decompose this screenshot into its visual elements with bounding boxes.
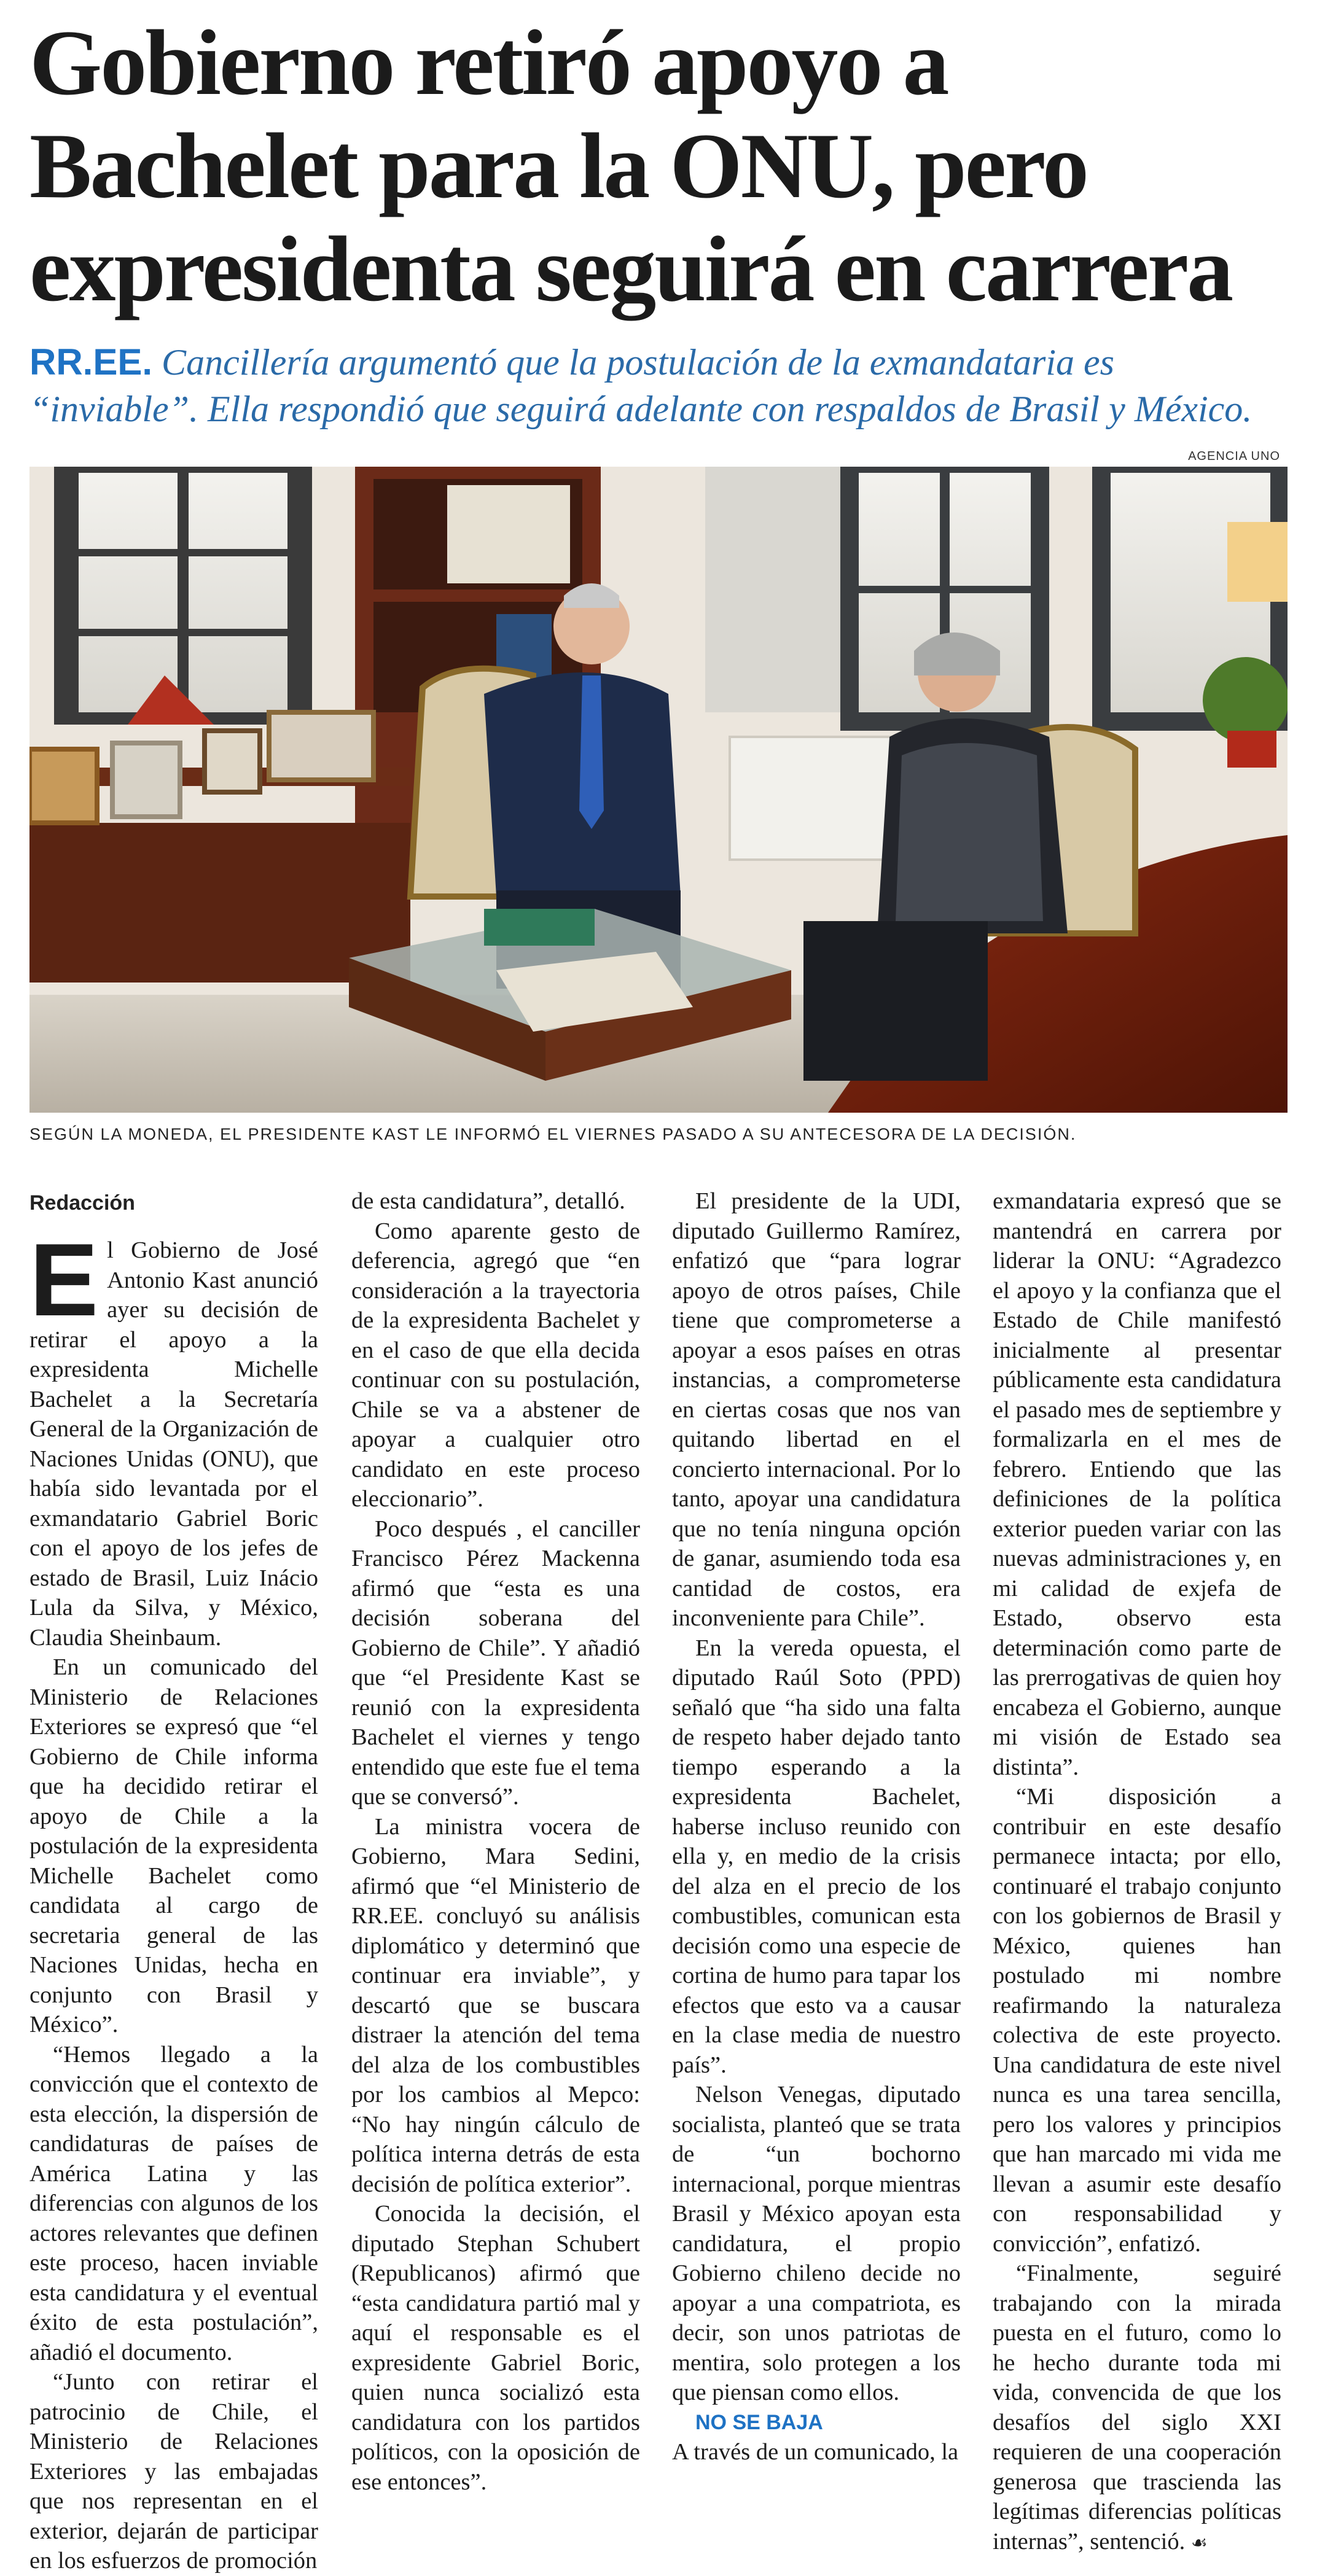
paragraph: A través de un comunicado, la <box>672 2439 959 2465</box>
headline: Gobierno retiró apoyo a Bachelet para la ONU, pero expresidenta seguirá en carrera <box>29 11 1232 321</box>
paragraph: Conocida la decisión, el diputado Stephan Schubert (Republicanos) afirmó que “esta candidatura partió mal y aquí el responsable es el expresidente Gabriel Boric, quien nunca socializó esta candidatura con los partidos políticos, con la oposición de ese entonces”. <box>351 2201 640 2495</box>
news-photo <box>29 467 1288 1113</box>
paragraph: “Junto con retirar el patrocinio de Chile, el Ministerio de Relaciones Exteriores y las embajadas que nos representan en el exterior, dejarán de participar en los esfuerzos de promoción <box>29 2369 318 2574</box>
paragraph: l Gobierno de José Antonio Kast anunció ayer su decisión de retirar el apoyo a la expresidenta Michelle Bachelet a la Secretaría General de la Organización de Naciones Unidas (ONU), que había sido levantada por el exmandatario Gabriel Boric con el apoyo de los jefes de estado de Brasil, Luiz Inácio Lula da Silva, y México, Claudia Sheinbaum. <box>29 1237 318 1651</box>
subheading: NO SE BAJA <box>695 2410 823 2434</box>
deck-kicker: RR.EE. <box>29 341 153 383</box>
article-column-4 <box>993 1186 1281 2558</box>
paragraph-text: “Finalmente, seguiré trabajando con la mirada puesta en el futuro, como lo he hecho durante toda mi vida, convencida de que los desafíos del siglo XXI requieren de una cooperación generosa que trascienda las legítimas diferencias políticas internas”, sentenció. <box>993 2260 1281 2555</box>
paragraph: “Hemos llegado a la convicción que el contexto de esta elección, la dispersión de candidaturas de países de América Latina y las diferencias con algunos de los actores relevantes que definen este proceso, hacen inviable esta candidatura y el eventual éxito de esta postulación”, añadió el documento. <box>29 2041 318 2365</box>
paragraph: “Mi disposición a contribuir en este desafío permanece intacta; por ello, continuaré el trabajo conjunto con los gobiernos de Brasil y México, quienes han postulado mi nombre reafirmando la naturaleza colectiva de este proyecto. Una candidatura de este nivel nunca es una tarea sencilla, pero los valores y principios que han marcado mi vida me llevan a asumir este desafío con responsabilidad y convicción”, enfatizó. <box>993 1784 1281 2257</box>
paragraph: Nelson Venegas, diputado socialista, planteó que se trata de “un bochorno internacional, porque mientras Brasil y México apoyan esta candidatura, el propio Gobierno chileno decide no apoyar a una compatriota, es decir, son unos patriotas de mentira, solo protegen a los que piensan como ellos. <box>672 2082 961 2405</box>
paragraph: La ministra vocera de Gobierno, Mara Sedini, afirmó que “el Ministerio de RR.EE. concluyó su análisis diplomático y determinó que continuar era inviable”, y descartó que se buscara distraer la atención del tema del alza de los combustibles por los cambios al Mepco: “No hay ningún cálculo de política interna detrás de esta decisión de política exterior”. <box>351 1813 640 2197</box>
article-column-1 <box>29 1222 318 2576</box>
drop-cap: E <box>29 1222 99 1337</box>
paragraph <box>993 2259 1281 2558</box>
paragraph: Poco después , el canciller Francisco Pérez Mackenna afirmó que “esta es una decisión soberana del Gobierno de Chile”. Y añadió que “el Presidente Kast se reunió con la expresidenta Bachelet el viernes y tengo entendido que este fue el tema que se conversó”. <box>351 1516 640 1810</box>
deck-text: Cancillería argumentó que la postulación de la exmandataria es “inviable”. Ella respondió que seguirá adelante con respaldos de Brasil y México. <box>29 342 1253 429</box>
paragraph: Como aparente gesto de deferencia, agregó que “en consideración a la trayectoria de la expresidenta Bachelet y en el caso de que ella decida continuar con su postulación, Chile se va a abstener de apoyar a cualquier otro candidato en este proceso eleccionario”. <box>351 1218 640 1512</box>
photo-caption: SEGÚN LA MONEDA, EL PRESIDENTE KAST LE INFORMÓ EL VIERNES PASADO A SU ANTECESORA DE LA DECISIÓN. <box>29 1125 1077 1143</box>
photo-illustration <box>29 467 1288 1113</box>
paragraph: exmandataria expresó que se mantendrá en carrera por liderar la ONU: “Agradezco el apoyo y la confianza que el Estado de Chile manifestó inicialmente al presentar públicamente esta candidatura el pasado mes de septiembre y formalizarla en el mes de febrero. Entiendo que las definiciones de la política exterior pueden variar con las nuevas administraciones y, en mi calidad de exjefa de Estado, observo esta determinación como parte de las prerrogativas de quien hoy encabeza el Gobierno, aunque mi visión de Estado sea distinta”. <box>993 1188 1281 1780</box>
byline: Redacción <box>29 1191 135 1215</box>
paragraph: El presidente de la UDI, diputado Guillermo Ramírez, enfatizó que “para lograr apoyo de otros países, Chile tiene que comprometerse a apoyar a esos países en otras instancias, a comprometerse en ciertas cosas que nos van quitando libertad en el concierto internacional. Por lo tanto, apoyar una candidatura que no tenía ninguna opción de ganar, asumiendo toda esa cantidad de costos, era inconveniente para Chile”. <box>672 1188 961 1631</box>
paragraph: En un comunicado del Ministerio de Relaciones Exteriores se expresó que “el Gobierno de Chile informa que ha decidido retirar el apoyo de Chile a la postulación de la expresidenta Michelle Bachelet como candidata al cargo de secretaria general de las Naciones Unidas, hecha en conjunto con Brasil y México”. <box>29 1654 318 2037</box>
paragraph: de esta candidatura”, detalló. <box>351 1188 625 1214</box>
article-column-3 <box>672 1186 961 2467</box>
paragraph: En la vereda opuesta, el diputado Raúl Soto (PPD) señaló que “ha sido una falta de respeto haber dejado tanto tiempo esperando a la expresidenta Bachelet, haberse incluso reunido con ella y, en medio de la crisis del alza en el precio de los combustibles, comunican esta decisión como una especie de cortina de humo para tapar los efectos que esto va a causar en la clase media de nuestro país”. <box>672 1635 961 2078</box>
article-column-2 <box>351 1186 640 2497</box>
photo-credit: AGENCIA UNO <box>1188 449 1280 463</box>
deck <box>29 339 1289 432</box>
end-mark-icon: ☙ <box>1190 2532 1208 2554</box>
